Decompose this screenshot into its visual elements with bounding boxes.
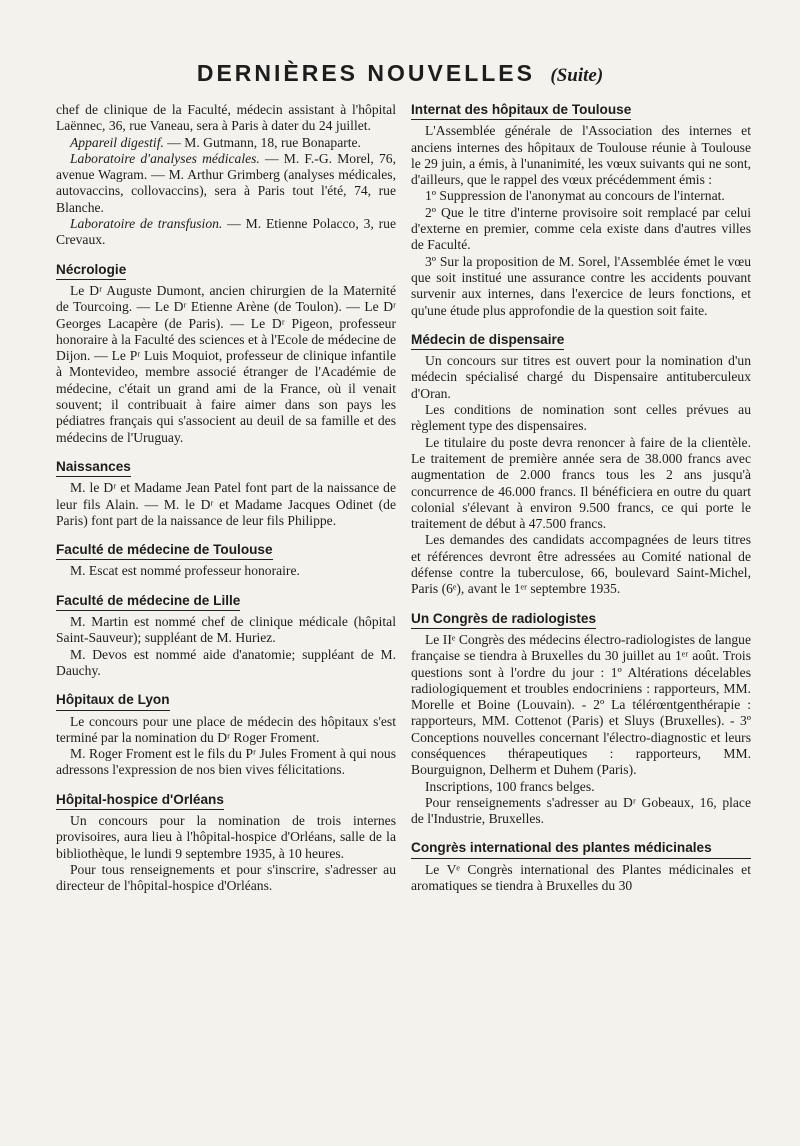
section-plantes bbox=[411, 840, 751, 894]
toulouse-paragraph-1: M. Escat est nommé professeur honoraire. bbox=[70, 563, 300, 579]
intro-paragraph-4 bbox=[56, 216, 396, 249]
heading-internat: Internat des hôpitaux de Toulouse bbox=[411, 102, 631, 120]
intro-text-digestif: — M. Gutmann, 18, rue Bonaparte. bbox=[163, 134, 361, 150]
internat-paragraph-2: 1º Suppression de l'anonymat au concours de l'internat. bbox=[425, 188, 725, 204]
intro-paragraph-1: chef de clinique de la Faculté, médecin assistant à l'hôpital Laënnec, 36, rue Vaneau, sera à Paris à dater du 24 juillet. bbox=[56, 102, 396, 134]
lyon-paragraph-2: M. Roger Froment est le fils du Pʳ Jules Froment à qui nous adressons l'expression de nos bien vives félicitations. bbox=[56, 746, 396, 778]
necrologie-paragraph-1: Le Dʳ Auguste Dumont, ancien chirurgien de la Maternité de Tourcoing. — Le Dʳ Etienne Arène (de Toulon). — Le Dʳ Georges Lacapère (de Paris). — Le Dʳ Pigeon, professeur honoraire à la Faculté des sciences et à l'Ecole de médecine de Dijon. — Le Pʳ Luis Moquiot, professeur de clinique infantile à Montevideo, membre associé étranger de l'Académie de médecine, c'était un grand ami de la France, où il venait souvent; il contribuait à faire aimer dans son pays les pédiatres français qui s'associent au deuil de sa famille et des médecins de l'Uruguay. bbox=[56, 282, 396, 445]
heading-naissances: Naissances bbox=[56, 459, 131, 477]
orleans-paragraph-1: Un concours pour la nomination de trois internes provisoires, aura lieu à l'hôpital-hospice d'Orléans, salle de la bibliothèque, le lundi 9 septembre 1935, à 10 heures. bbox=[56, 812, 396, 861]
section-internat bbox=[411, 102, 751, 319]
section-lille bbox=[56, 593, 396, 679]
intro-label-analyses: Laboratoire d'analyses médicales. bbox=[70, 150, 260, 166]
heading-orleans: Hôpital-hospice d'Orléans bbox=[56, 792, 224, 810]
naissances-paragraph-1: M. le Dʳ et Madame Jean Patel font part de la naissance de leur fils Alain. — M. le Dʳ et Madame Jacques Odinet (de Paris) font part de la naissance de leur fils Philippe. bbox=[56, 480, 396, 528]
dispensaire-paragraph-3: Le titulaire du poste devra renoncer à faire de la clientèle. Le traitement de première année sera de 38.000 francs avec augmentation de 2.000 francs tous les 2 ans jusqu'à concurrence de 46.000 francs. Il bénéficiera en outre du quart colonial s'élevant à environ 9.500 francs, ce qui porte le traitement de début à 47.500 francs. bbox=[411, 434, 751, 532]
section-lyon bbox=[56, 692, 396, 778]
page-title-suite: (Suite) bbox=[550, 65, 604, 86]
heading-lyon: Hôpitaux de Lyon bbox=[56, 692, 170, 710]
section-naissances bbox=[56, 459, 396, 529]
intro-paragraph-3 bbox=[56, 151, 396, 216]
section-intro bbox=[56, 102, 396, 249]
right-column bbox=[411, 102, 751, 907]
heading-plantes: Congrès international des plantes médicinales bbox=[411, 840, 751, 858]
intro-text-transfusion: — M. Etienne Polacco, 3, rue Crevaux. bbox=[56, 216, 396, 248]
heading-toulouse: Faculté de médecine de Toulouse bbox=[56, 542, 273, 560]
radiologistes-paragraph-2: Inscriptions, 100 francs belges. bbox=[425, 778, 595, 794]
radiologistes-paragraph-1: Le IIᵉ Congrès des médecins électro-radiologistes de langue française se tiendra à Bruxelles du 30 juillet au 1ᵉʳ août. Trois questions sont à l'ordre du jour : 1º Altérations décelables radiologiquement et troubles endocriniens : rapporteurs, MM. Morelle et Boine (Louvain). - 2º La télérœntgenthérapie : rapporteurs, MM. Cottenot (Paris) et Sluys (Bruxelles). - 3º Conceptions nouvelles concernant l'électro-diagnostic et leurs conséquences thérapeutiques : rapporteurs, MM. Bourguignon, Delherm et Duhem (Paris). bbox=[411, 631, 751, 778]
dispensaire-paragraph-2: Les conditions de nomination sont celles prévues au règlement type des dispensaires. bbox=[411, 402, 751, 434]
intro-text-analyses: — M. F.-G. Morel, 76, avenue Wagram. — M. Arthur Grimberg (analyses médicales, autovaccins, collovaccins), sera à Paris tout l'été, 74, rue Blanche. bbox=[56, 150, 396, 215]
page-title bbox=[0, 60, 800, 87]
lyon-paragraph-1: Le concours pour une place de médecin des hôpitaux s'est terminé par la nomination du Dʳ Roger Froment. bbox=[56, 713, 396, 745]
intro-label-digestif: Appareil digestif. bbox=[70, 134, 164, 150]
internat-paragraph-1: L'Assemblée générale de l'Association des internes et anciens internes des hôpitaux de Toulouse réunie à Toulouse le 29 juin, a émis, à l'unanimité, les vœux suivants qui ne sont, d'ailleurs, que le rappel des vœux précédemment émis : bbox=[411, 123, 751, 188]
lille-paragraph-1: M. Martin est nommé chef de clinique médicale (hôpital Saint-Sauveur); suppléant de M. Huriez. bbox=[56, 614, 396, 646]
heading-radiologistes: Un Congrès de radiologistes bbox=[411, 611, 596, 629]
internat-paragraph-4: 3º Sur la proposition de M. Sorel, l'Assemblée émet le vœu que soit institué une assurance contre les accidents pouvant survenir aux internes, dans l'exercice de leurs fonctions, et qu'une étude plus approfondie de la question soit faite. bbox=[411, 253, 751, 318]
intro-label-transfusion: Laboratoire de transfusion. bbox=[70, 216, 223, 232]
lille-paragraph-2: M. Devos est nommé aide d'anatomie; suppléant de M. Dauchy. bbox=[56, 646, 396, 678]
orleans-paragraph-2: Pour tous renseignements et pour s'inscrire, s'adresser au directeur de l'hôpital-hospice d'Orléans. bbox=[56, 861, 396, 894]
plantes-paragraph-1: Le Vᵉ Congrès international des Plantes médicinales et aromatiques se tiendra à Bruxelles du 30 bbox=[411, 861, 751, 894]
heading-dispensaire: Médecin de dispensaire bbox=[411, 332, 564, 350]
left-column bbox=[56, 102, 396, 907]
section-orleans bbox=[56, 792, 396, 895]
internat-paragraph-3: 2º Que le titre d'interne provisoire soit remplacé par celui d'externe en premier, comme cela existe dans d'autres villes de Faculté. bbox=[411, 204, 751, 253]
radiologistes-paragraph-3: Pour renseignements s'adresser au Dʳ Gobeaux, 16, place de l'Industrie, Bruxelles. bbox=[411, 794, 751, 827]
dispensaire-paragraph-1: Un concours sur titres est ouvert pour la nomination d'un médecin spécialisé chargé du Dispensaire antituberculeux d'Oran. bbox=[411, 353, 751, 401]
section-dispensaire bbox=[411, 332, 751, 598]
intro-paragraph-2 bbox=[56, 135, 396, 151]
heading-lille: Faculté de médecine de Lille bbox=[56, 593, 240, 611]
section-toulouse bbox=[56, 542, 396, 580]
dispensaire-paragraph-4: Les demandes des candidats accompagnées de leurs titres et références devront être adressées au Comité national de défense contre la tuberculose, 66, boulevard Saint-Michel, Paris (6ᵉ), avant le 1ᵉʳ septembre 1935. bbox=[411, 532, 751, 597]
heading-necrologie: Nécrologie bbox=[56, 262, 126, 280]
page-title-text: DERNIÈRES NOUVELLES bbox=[196, 60, 535, 86]
section-necrologie bbox=[56, 262, 396, 446]
section-radiologistes bbox=[411, 611, 751, 828]
